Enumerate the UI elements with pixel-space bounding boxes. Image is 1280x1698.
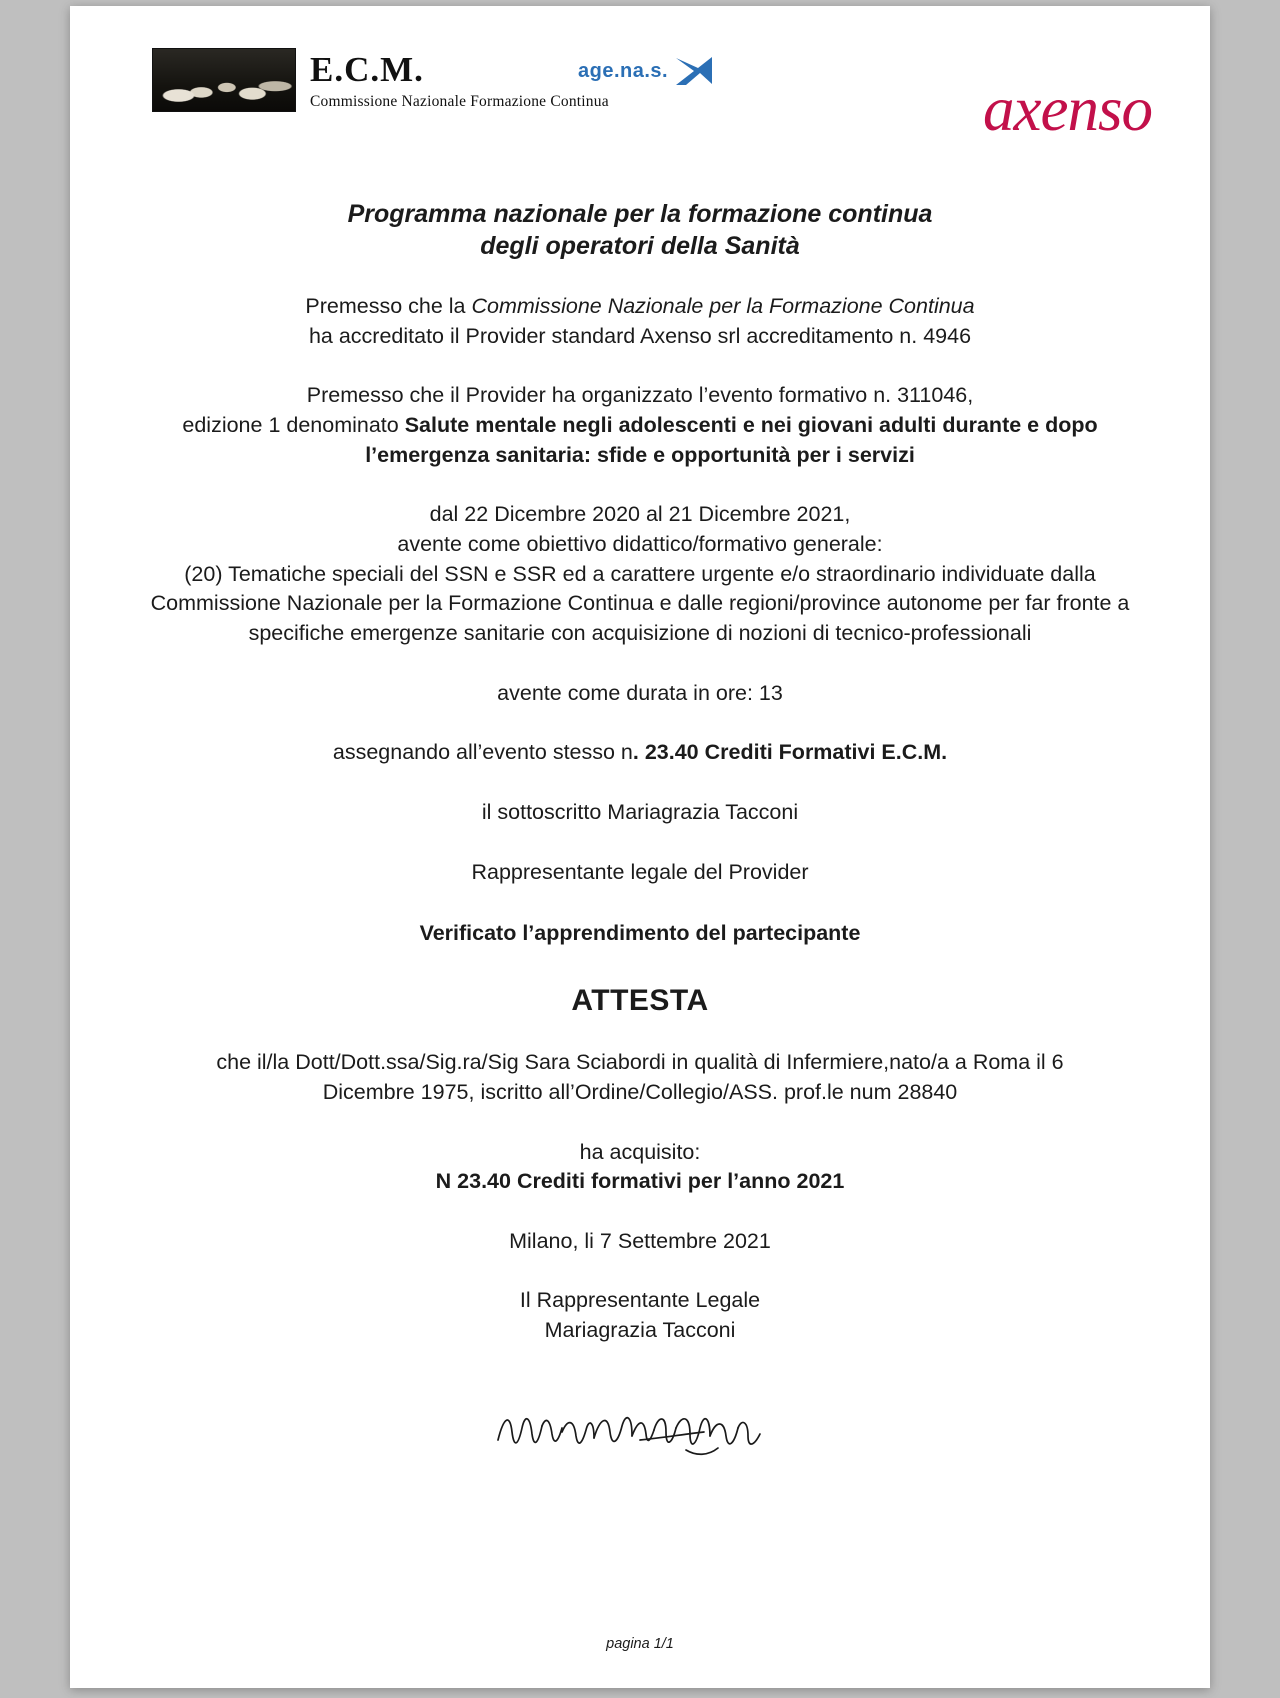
acquired-label: ha acquisito:: [579, 1139, 701, 1164]
credits-acquired: [130, 1138, 1150, 1197]
document-header: [70, 6, 1210, 156]
page-title: [130, 198, 1150, 262]
participant-line-1: che il/la Dott/Dott.ssa/Sig.ra/Sig Sara Sciabordi in qualità di Infermiere,nato/a a Roma il 6: [216, 1050, 1064, 1075]
event-dates: dal 22 Dicembre 2020 al 21 Dicembre 2021,: [429, 502, 851, 527]
signer-block: [130, 1286, 1150, 1345]
ecm-logo-title: E.C.M.: [310, 50, 424, 89]
ecm-logo-subtitle: Commissione Nazionale Formazione Continua: [310, 93, 609, 110]
credits-prefix: assegnando all’evento stesso n: [332, 740, 633, 765]
signature-area: [130, 1398, 1150, 1468]
attesta-heading: ATTESTA: [571, 984, 709, 1018]
signatory-role-line: Rappresentante legale del Provider: [471, 859, 809, 884]
premise-2-line-1: Premesso che il Provider ha organizzato l’evento formativo n. 311046,: [306, 383, 974, 408]
objective-intro: avente come obiettivo didattico/formativo generale:: [397, 531, 883, 556]
ecm-portrait-image: [152, 48, 296, 112]
premise-1-suffix: ha accreditato il Provider standard Axenso srl accreditamento n. 4946: [308, 323, 972, 348]
agenas-logo-label: age.na.s.: [578, 59, 669, 82]
event-title: Salute mentale negli adolescenti e nei giovani adulti durante e dopo l’emergenza sanitaria: sfide e opportunità per i servizi: [365, 412, 1098, 467]
objective-text: (20) Tematiche speciali del SSN e SSR ed a carattere urgente e/o straordinario individuate dalla Commissione Nazionale per la Formazione Continua e dalle regioni/province autonome per far fronte a specifiche emergenze sanitarie con acquisizione di nozioni di tecnico-professionali: [150, 561, 1130, 645]
place-and-date: Milano, li 7 Settembre 2021: [509, 1228, 771, 1253]
handwritten-signature-image: [490, 1398, 790, 1468]
learning-verified-line: Verificato l’apprendimento del partecipante: [419, 921, 861, 946]
premise-1-prefix: Premesso che la: [305, 294, 472, 318]
event-duration: avente come durata in ore: 13: [497, 680, 783, 705]
signatory-name-line: il sottoscritto Mariagrazia Tacconi: [481, 799, 799, 824]
premise-event: [130, 381, 1150, 470]
premise-1-commission: Commissione Nazionale per la Formazione Continua: [471, 294, 975, 318]
acquired-value: N 23.40 Crediti formativi per l’anno 2021: [435, 1169, 845, 1194]
signer-name: Mariagrazia Tacconi: [544, 1318, 736, 1343]
certificate-page: [70, 6, 1210, 1688]
signer-role: Il Rappresentante Legale: [519, 1288, 761, 1313]
page-title-line-2: degli operatori della Sanità: [480, 232, 800, 260]
page-footer: pagina 1/1: [606, 1636, 674, 1652]
premise-accreditation: [130, 292, 1150, 351]
ecm-logo-text: [310, 48, 609, 111]
agenas-swoosh-icon: [674, 54, 714, 88]
ecm-logo: [152, 48, 609, 112]
agenas-logo: [578, 54, 714, 88]
certificate-body: [70, 198, 1210, 1468]
participant-details: [130, 1048, 1150, 1107]
axenso-logo: axenso: [983, 74, 1152, 144]
event-credits: [130, 738, 1150, 768]
premise-2-prefix: edizione 1 denominato: [182, 412, 405, 437]
credits-value: . 23.40 Crediti Formativi E.C.M.: [632, 740, 948, 765]
participant-line-2: Dicembre 1975, iscritto all’Ordine/Collegio/ASS. prof.le num 28840: [322, 1079, 958, 1104]
event-period-objective: [130, 500, 1150, 648]
page-title-line-1: Programma nazionale per la formazione continua: [347, 200, 933, 228]
